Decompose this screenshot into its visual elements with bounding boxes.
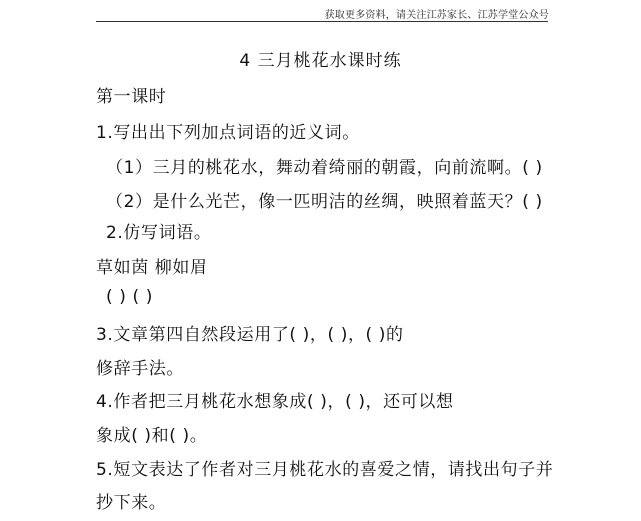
question-4-line-1: 4.作者把三月桃花水想象成( )，( )，还可以想 (96, 392, 454, 412)
question-3-line-1: 3.文章第四自然段运用了( )，( )，( )的 (96, 325, 404, 345)
header-note: 获取更多资料，请关注江苏家长、江苏学堂公众号 (324, 10, 549, 21)
header-divider (96, 21, 548, 22)
question-2-blanks: ( ) ( ) (106, 287, 153, 307)
question-5-line-2: 抄下来。 (96, 493, 167, 513)
worksheet-title: 4 三月桃花水课时练 (239, 51, 402, 71)
question-4-line-2: 象成( )和( )。 (96, 426, 208, 446)
question-3-line-2: 修辞手法。 (96, 359, 184, 379)
lesson-label: 第一课时 (96, 87, 167, 107)
question-1-item-1: （1）三月的桃花水，舞动着绮丽的朝霞，向前流啊。( ) (106, 158, 543, 178)
question-1-prompt: 1.写出出下列加点词语的近义词。 (96, 123, 360, 143)
question-5-line-1: 5.短文表达了作者对三月桃花水的喜爱之情，请找出句子并 (96, 460, 554, 480)
question-2-prompt: 2.仿写词语。 (106, 223, 212, 243)
question-2-example: 草如茵 柳如眉 (96, 258, 208, 278)
question-1-item-2: （2）是什么光芒，像一匹明洁的丝绸，映照着蓝天？( ) (106, 192, 543, 212)
